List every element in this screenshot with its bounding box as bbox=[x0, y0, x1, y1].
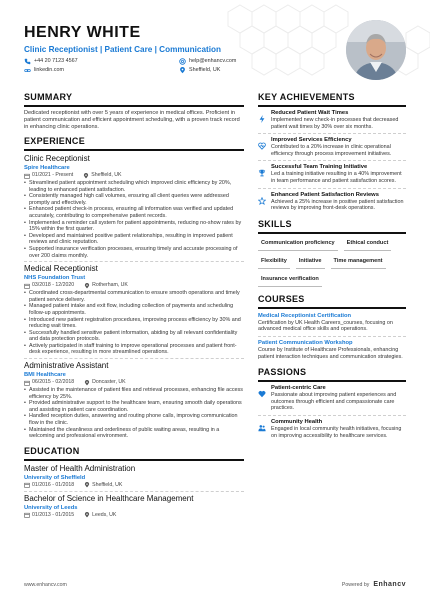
star-icon bbox=[258, 197, 266, 205]
powered-by-label: Powered by bbox=[341, 581, 370, 588]
phone-icon bbox=[24, 58, 31, 65]
job-meta bbox=[24, 172, 244, 179]
skill-tag: Time management bbox=[331, 255, 386, 269]
contact-email bbox=[179, 57, 339, 65]
job-location: Doncaster, UK bbox=[92, 379, 126, 386]
divider bbox=[24, 491, 244, 492]
location-pin-icon bbox=[84, 283, 90, 289]
calendar-icon bbox=[24, 482, 30, 488]
location-pin-icon bbox=[84, 482, 90, 488]
skills-heading: SKILLS bbox=[258, 219, 406, 234]
divider bbox=[258, 133, 406, 134]
contact-location bbox=[179, 66, 339, 74]
job-dates: 06/2015 - 02/2018 bbox=[32, 379, 75, 386]
heart-icon bbox=[258, 390, 266, 398]
job-bullets bbox=[24, 290, 244, 356]
education-location: Leeds, UK bbox=[92, 511, 117, 518]
summary-heading: SUMMARY bbox=[24, 92, 244, 107]
job-bullet: • Coordinated cross-departmental communication to ensure smooth operations and timely patient service delivery. bbox=[24, 290, 244, 303]
achievement-desc: Contributed to a 20% increase in clinic operational efficiency through process improvement initiatives. bbox=[271, 144, 392, 157]
experience-item bbox=[24, 154, 244, 259]
job-bullet: • Developed and maintained positive patient relationships, resulting in improved patient reviews and clinic reputation. bbox=[24, 233, 244, 246]
achievement-item bbox=[258, 192, 406, 212]
education-location: Sheffield, UK bbox=[92, 481, 123, 488]
summary-text: Dedicated receptionist with over 5 years of experience in medical offices. Proficient in patient communication and efficient appointment scheduling, with a proven track record in enhancing clinic operations. bbox=[24, 110, 240, 130]
contact-linkedin bbox=[24, 66, 179, 74]
job-bullet: • Successfully handled sensitive patient information, abiding by all relevant confidentiality and data protection protocols. bbox=[24, 330, 244, 343]
job-bullet: • Maintained the cleanliness and orderliness of public waiting areas, resulting in a welcoming and professional environment. bbox=[24, 427, 244, 440]
achievement-title: Successful Team Training Initiative bbox=[271, 164, 368, 171]
footer-website[interactable]: www.enhancv.com bbox=[24, 581, 67, 588]
job-title: Medical Receptionist bbox=[24, 264, 98, 274]
education-dates: 01/2016 - 01/2018 bbox=[32, 481, 75, 488]
passion-desc: Passionate about improving patient experiences and outcomes through efficient and compassionate care practices. bbox=[271, 392, 397, 412]
candidate-name: HENRY WHITE bbox=[24, 24, 141, 41]
experience-item bbox=[24, 264, 244, 356]
skill-tag: Initiative bbox=[296, 255, 325, 269]
passion-title: Community Health bbox=[271, 418, 323, 425]
phone-text[interactable]: +44 20 7123 4567 bbox=[34, 58, 78, 64]
achievement-desc: Achieved a 25% increase in positive patient satisfaction reviews by improving front-desk operations. bbox=[271, 198, 404, 212]
degree-title: Master of Health Administration bbox=[24, 463, 136, 473]
achievements-heading: KEY ACHIEVEMENTS bbox=[258, 92, 406, 107]
job-bullet: • Handled reception duties, answering and routing phone calls, improving communication flow in the clinic. bbox=[24, 413, 244, 426]
experience-item bbox=[24, 361, 244, 440]
job-title: Administrative Assistant bbox=[24, 361, 109, 371]
left-column bbox=[24, 92, 244, 519]
calendar-icon bbox=[24, 283, 30, 289]
job-bullet: • Managed patient intake and exit flow, including collection of payments and scheduling follow-up appointments. bbox=[24, 303, 244, 316]
skills-list bbox=[258, 237, 406, 291]
skill-tag: Flexibility bbox=[258, 255, 290, 269]
right-column bbox=[258, 92, 406, 439]
course-item bbox=[258, 312, 406, 333]
education-item bbox=[24, 464, 244, 489]
job-bullets bbox=[24, 387, 244, 440]
candidate-role: Clinic Receptionist | Patient Care | Communication bbox=[24, 45, 222, 54]
contact-info bbox=[24, 57, 354, 74]
school-name: University of Sheffield bbox=[24, 474, 86, 481]
job-dates: 01/2021 - Present bbox=[32, 172, 74, 178]
footer-brand bbox=[342, 581, 406, 588]
achievement-item bbox=[258, 164, 406, 184]
course-desc: Certification by UK Health Careers_courses, focusing on advanced medical office skills and operations. bbox=[258, 319, 393, 333]
skill-tag: Communication proficiency bbox=[258, 237, 338, 251]
job-bullet: • Implemented a reminder call system for patient appointments, reducing no-show rates by 15% within the first quarter. bbox=[24, 220, 244, 233]
job-dates: 03/2018 - 12/2020 bbox=[32, 282, 75, 289]
job-title: Clinic Receptionist bbox=[24, 154, 90, 163]
achievement-title: Enhanced Patient Satisfaction Reviews bbox=[271, 191, 379, 198]
course-item bbox=[258, 339, 406, 360]
job-bullet: • Actively participated in staff training to improve operational processes and patient front-desk experience, resulting in more streamlined operations. bbox=[24, 343, 244, 356]
calendar-icon bbox=[24, 173, 30, 179]
passion-desc: Engaged in local community health initiatives, focusing on improving accessibility to healthcare services. bbox=[271, 425, 402, 439]
school-name: University of Leeds bbox=[24, 504, 78, 511]
heart-pulse-icon bbox=[258, 142, 266, 150]
job-company: BMI Healthcare bbox=[24, 372, 66, 379]
contact-phone bbox=[24, 57, 179, 65]
link-icon bbox=[24, 67, 31, 74]
linkedin-text[interactable]: linkedin.com bbox=[34, 67, 64, 73]
passion-item bbox=[258, 419, 406, 439]
skill-tag: Ethical conduct bbox=[344, 237, 392, 251]
achievement-item bbox=[258, 110, 406, 130]
course-title: Patient Communication Workshop bbox=[258, 339, 353, 346]
job-bullet: • Provided administrative support to the healthcare team, ensuring smooth daily operations and assisting in patient care coordination. bbox=[24, 400, 244, 413]
divider bbox=[24, 358, 244, 359]
job-meta bbox=[24, 282, 244, 289]
course-title: Medical Receptionist Certification bbox=[258, 312, 352, 319]
email-text[interactable]: help@enhancv.com bbox=[189, 58, 237, 64]
page-footer bbox=[24, 581, 406, 588]
achievement-desc: Led a training initiative resulting in a 40% improvement in team performance and patient satisfaction scores. bbox=[271, 171, 402, 184]
at-icon bbox=[179, 58, 186, 65]
enhancv-logo[interactable]: Enhancv bbox=[373, 581, 406, 588]
achievement-title: Improved Services Efficiency bbox=[271, 137, 352, 144]
location-pin-icon bbox=[84, 512, 90, 518]
calendar-icon bbox=[24, 380, 30, 386]
education-dates: 01/2013 - 01/2015 bbox=[32, 511, 75, 518]
avatar bbox=[346, 20, 406, 80]
location-pin-icon bbox=[84, 380, 90, 386]
passion-item bbox=[258, 385, 406, 412]
job-bullet: • Consistently managed high call volumes, ensuring all client queries were addressed promptly and effectively. bbox=[24, 193, 244, 206]
passion-title: Patient-centric Care bbox=[271, 385, 326, 392]
people-icon bbox=[258, 424, 266, 432]
job-bullet: • Introduced new patient registration procedures, improving process efficiency by 30% and reducing wait times. bbox=[24, 317, 244, 330]
divider bbox=[258, 160, 406, 161]
trophy-icon bbox=[258, 169, 266, 177]
course-desc: Course by Institute of Healthcare Professionals, enhancing patient interaction techniques and communication strategies. bbox=[258, 346, 403, 360]
job-bullet: • Supported insurance verification processes, ensuring timely and accurate processing of over 200 claims monthly. bbox=[24, 246, 244, 259]
divider bbox=[258, 415, 406, 416]
lightning-icon bbox=[258, 115, 266, 123]
courses-heading: COURSES bbox=[258, 294, 406, 309]
job-bullet: • Enhanced patient check-in process, ensuring all information was verified and updated accurately, contributing to comprehensive patient records. bbox=[24, 206, 244, 219]
job-location: Sheffield, UK bbox=[91, 172, 122, 178]
resume-header bbox=[24, 24, 354, 74]
divider bbox=[258, 336, 406, 337]
divider bbox=[258, 188, 406, 189]
divider bbox=[24, 261, 244, 262]
job-company: Spire Healthcare bbox=[24, 165, 70, 171]
location-text: Sheffield, UK bbox=[189, 67, 221, 73]
education-item bbox=[24, 494, 244, 519]
achievement-item bbox=[258, 137, 406, 157]
degree-title: Bachelor of Science in Healthcare Management bbox=[24, 493, 194, 503]
job-meta bbox=[24, 379, 244, 386]
education-meta bbox=[24, 512, 244, 519]
job-location: Rotherham, UK bbox=[92, 282, 128, 289]
education-meta bbox=[24, 482, 244, 489]
job-company: NHS Foundation Trust bbox=[24, 275, 86, 282]
skill-tag: Insurance verification bbox=[258, 273, 322, 287]
job-bullet: • Assisted in the maintenance of patient files and retrieval processes, enhancing file access efficiency by 25%. bbox=[24, 387, 244, 400]
job-bullets bbox=[24, 180, 244, 259]
passions-heading: PASSIONS bbox=[258, 367, 406, 382]
calendar-icon bbox=[24, 512, 30, 518]
achievement-desc: Implemented new check-in processes that decreased patient wait times by 30% over six months. bbox=[271, 117, 399, 130]
education-heading: EDUCATION bbox=[24, 446, 244, 461]
achievement-title: Reduced Patient Wait Times bbox=[271, 110, 349, 116]
location-pin-icon bbox=[83, 173, 89, 179]
job-bullet: • Streamlined patient appointment scheduling which improved clinic efficiency by 20%, leading to enhanced patient satisfaction. bbox=[24, 180, 244, 193]
experience-heading: EXPERIENCE bbox=[24, 136, 244, 151]
location-pin-icon bbox=[179, 67, 186, 74]
